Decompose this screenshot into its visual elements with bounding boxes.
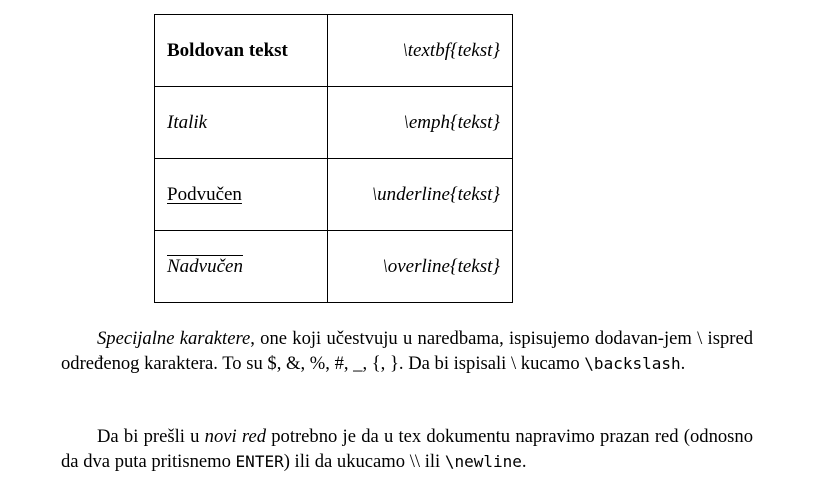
- label-bold: Boldovan tekst: [155, 15, 328, 87]
- label-underline-cell: [155, 159, 328, 231]
- table-row: [155, 15, 513, 87]
- table-row: [155, 87, 513, 159]
- paragraph-new-line: [61, 424, 753, 474]
- formatting-table: [154, 14, 513, 303]
- paragraph1-text-b: .: [680, 353, 686, 374]
- label-italic: Italik: [155, 87, 328, 159]
- table-row: [155, 159, 513, 231]
- code-newline: \newline: [444, 452, 522, 471]
- paragraph2-text-b: potrebno je da u tex dokumentu napravimo prazan red (odnosno da dva puta pritisnemo: [61, 426, 754, 472]
- command-underline: \underline{tekst}: [328, 159, 513, 231]
- table-row: [155, 231, 513, 303]
- label-underline: Podvučen: [167, 183, 242, 205]
- label-overline: Nadvučen: [167, 255, 243, 277]
- paragraph-special-characters: [61, 326, 753, 376]
- code-enter: ENTER: [235, 452, 284, 471]
- paragraph2-text-a: Da bi prešli u: [97, 426, 205, 447]
- paragraph2-text-d: .: [521, 451, 527, 472]
- code-backslash: \backslash: [584, 354, 681, 373]
- command-emph: \emph{tekst}: [328, 87, 513, 159]
- command-textbf: \textbf{tekst}: [328, 15, 513, 87]
- command-overline: \overline{tekst}: [328, 231, 513, 303]
- paragraph1-text-a: , one koji učestvuju u naredbama, ispisujemo dodavan-jem \ ispred određenog karaktera. To su $, &, %, #, _, {, }. Da bi ispisali \ kucamo: [61, 328, 754, 374]
- paragraph2-text-c: ) ili da ukucamo \\ ili: [283, 451, 445, 472]
- special-characters-term: Specijalne karaktere: [97, 328, 251, 349]
- label-overline-cell: [155, 231, 328, 303]
- new-line-term: novi red: [204, 426, 266, 447]
